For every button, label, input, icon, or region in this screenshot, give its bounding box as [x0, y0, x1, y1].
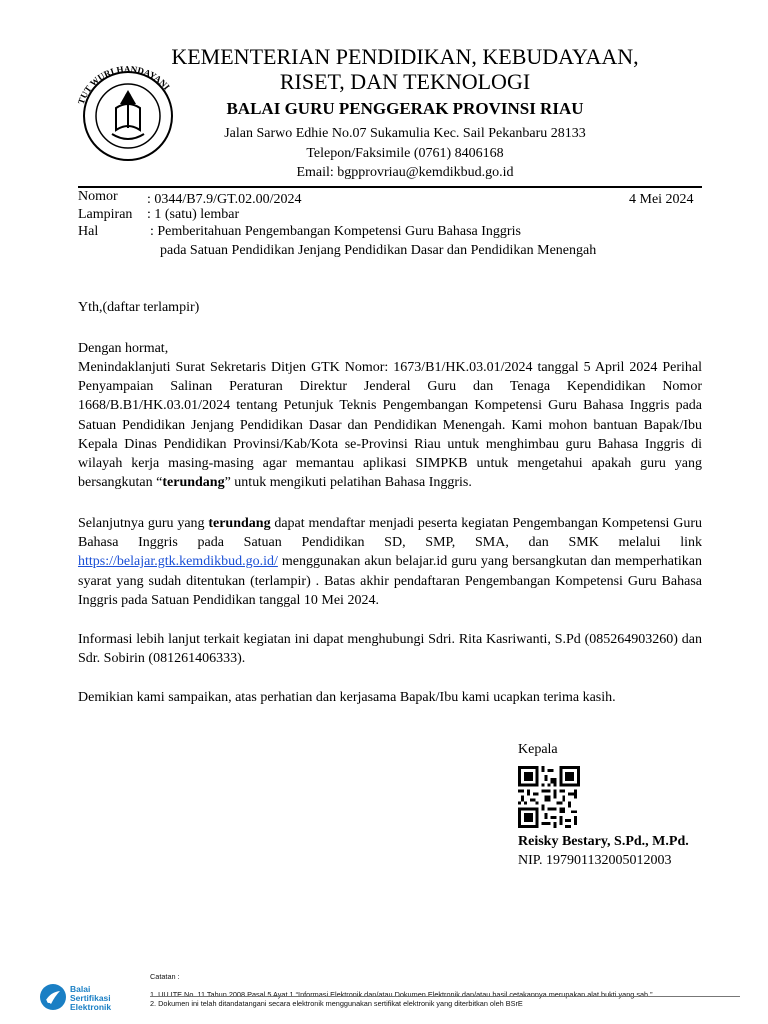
- paragraph-1-bold: terundang: [162, 475, 225, 491]
- recipient-line: Yth,(daftar terlampir): [78, 300, 200, 315]
- hal-value-line1: : Pemberitahuan Pengembangan Kompetensi Guru Bahasa Inggris: [150, 224, 521, 239]
- paragraph-2-text-a: Selanjutnya guru yang: [78, 516, 209, 531]
- registration-link[interactable]: https://belajar.gtk.kemdikbud.go.id/: [78, 554, 278, 570]
- footer-catatan: Catatan :: [150, 972, 180, 981]
- letter-date: 4 Mei 2024: [629, 192, 694, 207]
- nomor-value: : 0344/B7.9/GT.02.00/2024: [147, 192, 302, 207]
- paragraph-1: [78, 358, 702, 492]
- ministry-name-line2: RISET, DAN TEKNOLOGI: [279, 69, 531, 94]
- bsre-name-line2: Sertifikasi: [70, 993, 111, 1003]
- signatory-name: Reisky Bestary, S.Pd., M.Pd.: [518, 834, 689, 849]
- office-phone: Telepon/Faksimile (0761) 8406168: [306, 146, 504, 161]
- letterhead-divider: [78, 186, 702, 188]
- office-email: Email: bgpprovriau@kemdikbud.go.id: [296, 165, 514, 180]
- lampiran-label: Lampiran: [78, 207, 133, 222]
- qr-code-icon: [518, 766, 580, 828]
- bsre-name-line1: Balai: [70, 984, 91, 994]
- footer-note-1: 1. UU ITE No. 11 Tahun 2008 Pasal 5 Ayat 1 “Informasi Elektronik dan/atau Dokumen Elektronik dan/atau hasil cetakannya merupakan alat bukti yang sah.”: [150, 989, 653, 999]
- paragraph-1-text-a: Menindaklanjuti Surat Sekretaris Ditjen GTK Nomor: 1673/B1/HK.03.01/2024 tanggal 5 April 2024 Perihal Penyampaian Salinan Peraturan Direktur Jenderal Guru dan Tenaga Kependidikan Nomor 1668/B.B1/HK.03.01/2024 tentang Petunjuk Teknis Pengembangan Kompetensi Guru Bahasa Inggris pada Satuan Pendidikan Jenjang Pendidikan Dasar dan Pendidikan Menengah. Kami mohon bantuan Bapak/Ibu Kepala Dinas Pendidikan Provinsi/Kab/Kota se-Provinsi Riau untuk menghimbau guru Bahasa Inggris di wilayah kerja masing-masing agar memantau aplikasi SIMPKB untuk mengetahui apakah guru yang bersangkutan “: [78, 360, 702, 491]
- office-name: BALAI GURU PENGGERAK PROVINSI RIAU: [226, 99, 584, 118]
- signatory-nip: NIP. 197901132005012003: [518, 853, 672, 868]
- greeting: Dengan hormat,: [78, 341, 169, 356]
- paragraph-2-text-b: dapat mendaftar menjadi peserta kegiatan Pengembangan Kompetensi Guru Bahasa Inggris pada Satuan Pendidikan SD, SMP, SMA, dan SMK melalui link: [78, 516, 702, 551]
- svg-text:TUT WURI HANDAYANI: TUT WURI HANDAYANI: [75, 63, 172, 106]
- signature-title: Kepala: [518, 742, 558, 757]
- paragraph-2-text-c: menggunakan akun belajar.id guru yang bersangkutan dan memperhatikan syarat yang sudah ditentukan (terlampir) . Batas akhir pendaftaran Pengembangan Kompetensi Guru Bahasa Inggris pada Satuan Pendidikan tanggal 10 Mei 2024.: [78, 554, 702, 608]
- paragraph-2: [78, 514, 702, 610]
- office-address: Jalan Sarwo Edhie No.07 Sukamulia Kec. Sail Pekanbaru 28133: [224, 126, 586, 141]
- paragraph-1-text-b: ” untuk mengikuti pelatihan Bahasa Inggris.: [224, 475, 472, 491]
- footer-divider: [150, 996, 740, 997]
- paragraph-3: Informasi lebih lanjut terkait kegiatan ini dapat menghubungi Sdri. Rita Kasriwanti, S.Pd (085264903260) dan Sdr. Sobirin (081261406333).: [78, 632, 702, 667]
- hal-value-line2: pada Satuan Pendidikan Jenjang Pendidikan Dasar dan Pendidikan Menengah: [160, 243, 597, 258]
- bsre-name-line3: Elektronik: [70, 1002, 112, 1012]
- nomor-label: Nomor: [78, 189, 118, 204]
- hal-label: Hal: [78, 224, 99, 239]
- bsre-logo-icon: [38, 982, 68, 1012]
- ministry-name-line1: KEMENTERIAN PENDIDIKAN, KEBUDAYAAN,: [171, 44, 639, 69]
- paragraph-2-bold: terundang: [208, 516, 271, 531]
- lampiran-value: : 1 (satu) lembar: [147, 207, 240, 222]
- footer-notes: [150, 972, 750, 1009]
- footer-note-2: 2. Dokumen ini telah ditandatangani secara elektronik menggunakan sertifikat elektronik yang diterbitkan oleh BSrE: [150, 999, 523, 1008]
- paragraph-4: Demikian kami sampaikan, atas perhatian dan kerjasama Bapak/Ibu kami ucapkan terima kasih.: [78, 690, 616, 705]
